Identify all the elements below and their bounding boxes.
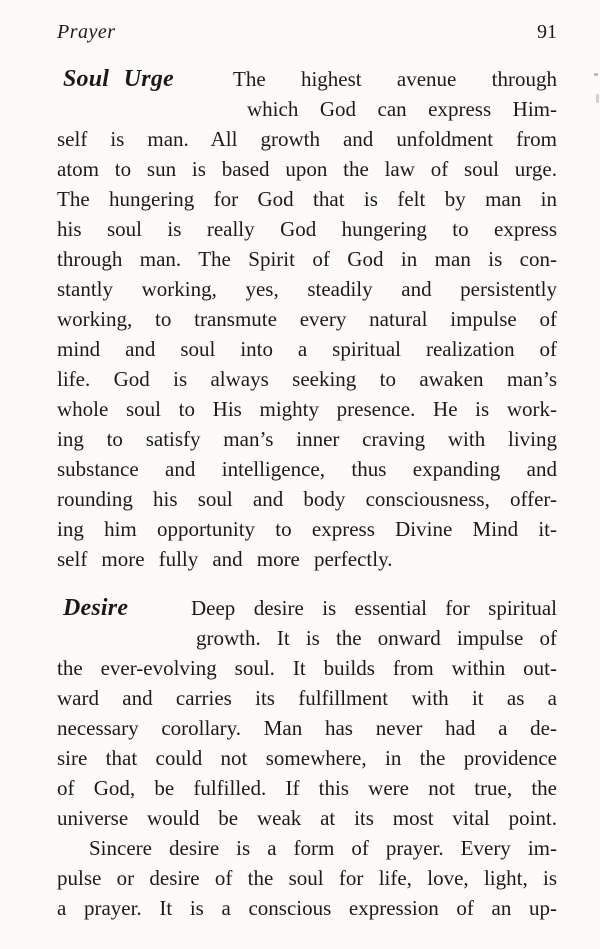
text-line: Sincere desire is a form of prayer. Every im-	[89, 836, 557, 860]
text-line: ing to satisfy man’s inner craving with living	[57, 427, 557, 451]
text-line: whole soul to His mighty presence. He is work-	[57, 397, 557, 421]
running-head: Prayer	[57, 21, 116, 43]
scan-speck	[594, 73, 598, 76]
section-soul-urge	[57, 64, 557, 574]
text-line: necessary corollary. Man has never had a de-	[57, 716, 557, 740]
text-line: through man. The Spirit of God in man is con-	[57, 247, 557, 271]
text-line: sire that could not somewhere, in the providence	[57, 746, 557, 770]
page-header	[57, 20, 557, 44]
text-line: stantly working, yes, steadily and persistently	[57, 277, 557, 301]
text-line: a prayer. It is a conscious expression of an up-	[57, 896, 557, 920]
text-line: substance and intelligence, thus expanding and	[57, 457, 557, 481]
text-line: his soul is really God hungering to express	[57, 217, 557, 241]
text-line: The hungering for God that is felt by man in	[57, 187, 557, 211]
text-line: ing him opportunity to express Divine Mind it-	[57, 517, 557, 541]
section-heading-soul-urge: Soul Urge	[63, 66, 174, 92]
scan-speck	[596, 94, 599, 103]
page-number: 91	[537, 21, 557, 43]
text-line: Deep desire is essential for spiritual	[191, 596, 557, 620]
text-line: ward and carries its fulfillment with it as a	[57, 686, 557, 710]
text-line: life. God is always seeking to awaken man’s	[57, 367, 557, 391]
text-line: universe would be weak at its most vital point.	[57, 806, 557, 830]
text-line: mind and soul into a spiritual realization of	[57, 337, 557, 361]
text-line: self more fully and more perfectly.	[57, 547, 393, 571]
text-body	[57, 64, 557, 923]
text-line: The highest avenue through	[233, 67, 557, 91]
text-line: growth. It is the onward impulse of	[196, 626, 557, 650]
text-line: which God can express Him-	[247, 97, 557, 121]
text-line: rounding his soul and body consciousness, offer-	[57, 487, 557, 511]
text-line: working, to transmute every natural impulse of	[57, 307, 557, 331]
section-heading-desire: Desire	[63, 595, 129, 621]
text-line: self is man. All growth and unfoldment from	[57, 127, 557, 151]
text-line: atom to sun is based upon the law of soul urge.	[57, 157, 557, 181]
section-desire	[57, 593, 557, 923]
text-line: pulse or desire of the soul for life, love, light, is	[57, 866, 557, 890]
text-line: of God, be fulfilled. If this were not true, the	[57, 776, 557, 800]
text-line: the ever-evolving soul. It builds from within out-	[57, 656, 557, 680]
